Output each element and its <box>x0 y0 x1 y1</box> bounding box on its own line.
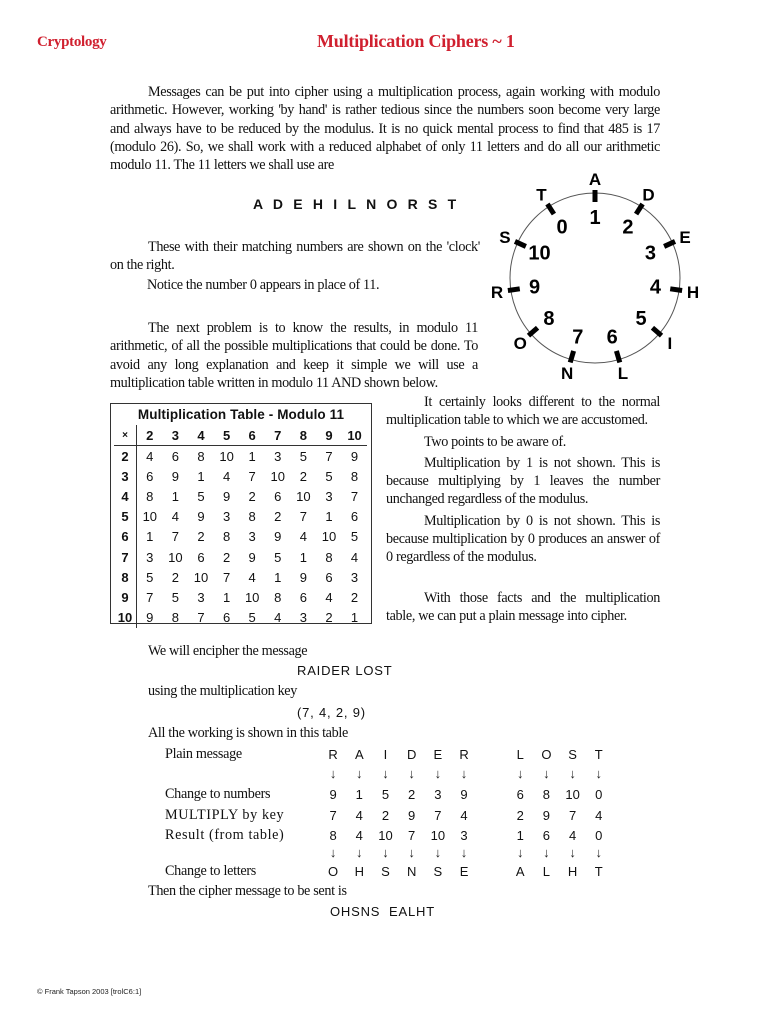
arrow-down-icon: ↓ <box>382 766 389 781</box>
table-cell: 4 <box>171 509 179 525</box>
table-row <box>114 587 367 607</box>
arrow-down-icon: ↓ <box>595 766 603 781</box>
grid-value: L <box>542 864 551 879</box>
clock-letter: I <box>667 333 673 353</box>
grid-value: O <box>541 747 552 762</box>
grid-value: L <box>516 747 524 762</box>
intro-text: Messages can be put into cipher using a multiplication process, again working with modulo arithmetic. However, working 'by hand' is rather tedious since the numbers soon become very large and always have to be reduced by the modulus. It is no quick mental process to find that 485 is 17 (modulo 26). So, we shall work with a reduced alphabet of only 11 letters and do all our arithmetic modulo 11. The 11 letters we shall use are <box>110 84 660 174</box>
zero-note: Notice the number 0 appears in place of 11. <box>147 277 380 293</box>
table-cell: 4 <box>248 569 256 585</box>
word-gap <box>477 787 507 802</box>
clock-number: 4 <box>649 276 661 299</box>
table-cell: 8 <box>171 610 179 626</box>
table-cell: 4 <box>146 448 154 464</box>
table-cell: 1 <box>222 589 231 605</box>
grid-value: 4 <box>568 828 577 843</box>
clock-letter: N <box>560 363 574 383</box>
grid-value: 6 <box>516 787 524 802</box>
table-cell: 5 <box>146 569 154 585</box>
table-cell: 7 <box>171 529 179 545</box>
grid-value: 3 <box>434 787 442 802</box>
table-cell: 10 <box>296 488 311 504</box>
label-result: Result (from table) <box>165 827 285 843</box>
row-cipher-letters <box>320 864 612 879</box>
right-column-text <box>386 393 660 628</box>
table-cell: 9 <box>197 509 205 525</box>
table-cell: 4 <box>350 549 359 565</box>
grid-value: A <box>515 864 525 879</box>
key-intro: using the multiplication key <box>148 683 297 699</box>
grid-value: 2 <box>408 787 416 802</box>
table-cell: 9 <box>274 529 282 545</box>
arrow-down-icon: ↓ <box>408 845 415 860</box>
grid-value: E <box>433 747 443 762</box>
table-cell: 5 <box>350 529 359 545</box>
row-arrows-down <box>320 766 612 781</box>
grid-value: 9 <box>542 808 551 823</box>
grid-value: S <box>433 864 443 879</box>
table-cell: 5 <box>248 610 256 626</box>
column-header: 4 <box>188 425 214 446</box>
clock-letter: O <box>513 333 527 353</box>
row-header: 9 <box>114 587 137 607</box>
table-cell: 4 <box>274 610 282 626</box>
table-cell: 2 <box>248 488 256 504</box>
grid-value: 5 <box>381 787 390 802</box>
grid-value: 9 <box>408 808 416 823</box>
row-header: 4 <box>114 486 137 506</box>
table-cell: 9 <box>299 569 307 585</box>
table-cell: 9 <box>248 549 256 565</box>
clock-number: 10 <box>528 242 551 265</box>
row-header: 10 <box>114 608 137 628</box>
arrow-down-icon: ↓ <box>356 766 363 781</box>
row-key <box>320 808 612 823</box>
table-cell: 6 <box>274 488 282 504</box>
paragraph-text: Multiplication by 0 is not shown. This is because multiplication by 0 produces an answer of 0 regardless of the modulus. <box>386 512 660 566</box>
grid-value: 6 <box>542 828 551 843</box>
table-cell: 4 <box>299 529 307 545</box>
table-cell: 7 <box>222 569 231 585</box>
clock-letter: T <box>536 185 547 205</box>
clock-number: 8 <box>543 307 555 330</box>
clock-tick-mark <box>528 328 537 336</box>
grid-value: T <box>594 864 603 879</box>
arrow-down-icon: ↓ <box>569 766 576 781</box>
grid-value: 2 <box>516 808 524 823</box>
table-cell: 1 <box>299 549 307 565</box>
multiplication-table-title: Multiplication Table - Modulo 11 <box>137 407 345 422</box>
paragraph-different <box>386 393 660 430</box>
table-row <box>114 547 367 567</box>
grid-value: A <box>354 747 364 762</box>
table-cell: 8 <box>325 549 333 565</box>
letter-clock-diagram <box>470 165 710 395</box>
paragraph-mult-by-1 <box>386 454 660 509</box>
arrow-down-icon: ↓ <box>434 845 442 860</box>
grid-value: T <box>594 747 603 762</box>
table-cell: 8 <box>197 448 205 464</box>
table-cell: 3 <box>325 488 333 504</box>
row-header: 2 <box>114 446 137 467</box>
multiplication-table <box>114 425 367 628</box>
table-cell: 10 <box>321 529 337 545</box>
grid-value: 10 <box>378 828 393 843</box>
arrow-down-icon: ↓ <box>543 766 550 781</box>
grid-value: 4 <box>595 808 603 823</box>
row-header: 5 <box>114 507 137 527</box>
table-cell: 5 <box>325 468 333 484</box>
row-arrows-down <box>320 845 612 860</box>
grid-value: 0 <box>595 787 603 802</box>
clock-letter: H <box>686 283 700 303</box>
word-gap <box>477 747 507 762</box>
section-label: Cryptology <box>37 34 107 50</box>
clock-note-paragraph <box>110 238 480 275</box>
grid-value: 3 <box>460 828 468 843</box>
label-plain-message: Plain message <box>165 746 242 762</box>
plain-message: RAIDER LOST <box>297 663 393 678</box>
clock-note-text: These with their matching numbers are shown on the 'clock' on the right. <box>110 239 480 274</box>
table-cell: 2 <box>171 569 179 585</box>
label-change-to-numbers: Change to numbers <box>165 786 271 802</box>
clock-number: 0 <box>556 216 568 239</box>
encipher-intro: We will encipher the message <box>148 643 308 659</box>
table-row <box>114 507 367 527</box>
table-cell: 3 <box>274 448 282 464</box>
row-header: 6 <box>114 527 137 547</box>
table-row <box>114 608 367 628</box>
clock-tick-mark <box>636 204 642 214</box>
clock-letter: E <box>679 227 691 247</box>
word-gap <box>477 845 507 860</box>
table-cell: 5 <box>171 589 179 605</box>
word-gap <box>477 828 507 843</box>
arrow-down-icon: ↓ <box>329 845 337 860</box>
table-cell: 6 <box>171 448 179 464</box>
table-cell: 2 <box>325 610 333 626</box>
grid-value: H <box>354 864 364 879</box>
grid-value: 10 <box>565 787 580 802</box>
clock-number: 6 <box>606 326 618 349</box>
paragraph-text: It certainly looks different to the normal multiplication table to which we are accustomed. <box>386 394 660 429</box>
grid-value: 4 <box>460 808 468 823</box>
table-cell: 9 <box>171 468 179 484</box>
grid-value: 2 <box>381 808 390 823</box>
reduced-alphabet: A D E H I L N O R S T <box>253 196 460 212</box>
table-cell: 3 <box>350 569 359 585</box>
cipher-message: OHSNS EALHT <box>330 904 435 919</box>
grid-value: 4 <box>355 828 363 843</box>
table-cell: 3 <box>222 509 231 525</box>
table-cell: 8 <box>248 509 256 525</box>
grid-value: 8 <box>329 828 337 843</box>
grid-value: S <box>568 747 577 762</box>
page-title: Multiplication Ciphers ~ 1 <box>317 31 515 51</box>
word-gap <box>477 864 507 879</box>
table-cell: 2 <box>299 468 307 484</box>
grid-value: 9 <box>460 787 468 802</box>
paragraph-text: Multiplication by 1 is not shown. This is because multiplying by 1 leaves the number unchanged regardless of the modulus. <box>386 454 660 508</box>
table-cell: 7 <box>248 468 256 484</box>
paragraph-text: Two points to be aware of. <box>424 433 566 450</box>
grid-value: 10 <box>430 828 446 843</box>
row-numbers <box>320 787 612 802</box>
label-change-to-letters: Change to letters <box>165 863 257 879</box>
table-cell: 7 <box>197 610 205 626</box>
paragraph-text: With those facts and the multiplication table, we can put a plain message into cipher. <box>386 589 660 624</box>
grid-value: S <box>381 864 390 879</box>
table-cell: 10 <box>219 448 234 464</box>
clock-letter: D <box>642 185 655 205</box>
table-cell: 8 <box>146 488 154 504</box>
table-cell: 7 <box>350 488 359 504</box>
table-cell: 1 <box>350 610 359 626</box>
table-row <box>114 446 367 467</box>
clock-letter: L <box>617 363 629 383</box>
clock-tick-mark <box>652 328 661 336</box>
table-cell: 4 <box>222 468 231 484</box>
table-cell: 10 <box>270 468 285 484</box>
grid-value: E <box>459 864 469 879</box>
table-cell: 1 <box>325 509 333 525</box>
table-header-row <box>114 425 367 446</box>
grid-value: O <box>328 864 339 879</box>
table-cell: 9 <box>350 448 359 464</box>
table-cell: 5 <box>299 448 307 464</box>
row-result <box>320 828 612 843</box>
arrow-down-icon: ↓ <box>516 845 524 860</box>
arrow-down-icon: ↓ <box>460 766 468 781</box>
grid-value: N <box>406 864 417 879</box>
clock-number: 2 <box>622 216 634 239</box>
table-cell: 6 <box>299 589 307 605</box>
column-header: 2 <box>137 425 163 446</box>
corner-symbol: × <box>114 425 137 446</box>
table-cell: 6 <box>222 610 231 626</box>
table-cell: 1 <box>146 529 154 545</box>
table-cell: 6 <box>197 549 205 565</box>
table-cell: 9 <box>222 488 231 504</box>
grid-value: R <box>328 747 338 762</box>
arrow-down-icon: ↓ <box>329 766 337 781</box>
arrow-down-icon: ↓ <box>434 766 442 781</box>
multiplication-table-box <box>110 403 372 624</box>
clock-number: 5 <box>635 307 647 330</box>
table-row <box>114 486 367 506</box>
table-cell: 3 <box>146 549 154 565</box>
intro-paragraph <box>110 83 660 174</box>
clock-letter: A <box>588 170 602 189</box>
table-cell: 6 <box>350 509 359 525</box>
table-intro: All the working is shown in this table <box>148 725 348 741</box>
arrow-down-icon: ↓ <box>408 766 415 781</box>
word-gap <box>477 808 507 823</box>
table-cell: 8 <box>274 589 282 605</box>
table-cell: 7 <box>299 509 307 525</box>
table-cell: 3 <box>197 589 205 605</box>
next-problem-paragraph <box>110 319 478 392</box>
row-header: 8 <box>114 567 137 587</box>
table-cell: 2 <box>274 509 282 525</box>
clock-number: 3 <box>644 242 657 265</box>
column-header: 7 <box>265 425 291 446</box>
column-header: 5 <box>214 425 240 446</box>
table-cell: 6 <box>146 468 154 484</box>
grid-value: 8 <box>542 787 551 802</box>
grid-value: I <box>383 747 388 762</box>
table-cell: 1 <box>274 569 282 585</box>
arrow-down-icon: ↓ <box>356 845 363 860</box>
table-cell: 8 <box>222 529 231 545</box>
grid-value: 7 <box>329 808 337 823</box>
grid-value: 7 <box>568 808 577 823</box>
grid-value: 1 <box>516 828 524 843</box>
cipher-intro: Then the cipher message to be sent is <box>148 883 347 899</box>
table-cell: 2 <box>222 549 231 565</box>
word-gap <box>477 766 507 781</box>
column-header: 10 <box>342 425 368 446</box>
clock-number: 7 <box>572 326 584 349</box>
table-cell: 10 <box>142 509 158 525</box>
column-header: 3 <box>163 425 189 446</box>
table-cell: 7 <box>146 589 154 605</box>
table-cell: 2 <box>197 529 205 545</box>
row-header: 3 <box>114 466 137 486</box>
clock-letter: R <box>490 283 504 303</box>
grid-value: D <box>406 747 417 762</box>
grid-value: 9 <box>329 787 337 802</box>
table-cell: 2 <box>350 589 359 605</box>
arrow-down-icon: ↓ <box>569 845 576 860</box>
table-cell: 9 <box>146 610 154 626</box>
row-plain-letters <box>320 747 612 762</box>
table-cell: 1 <box>248 448 256 464</box>
clock-tick-mark <box>547 204 553 214</box>
table-cell: 5 <box>197 488 205 504</box>
arrow-down-icon: ↓ <box>382 845 389 860</box>
clock-number: 9 <box>529 276 541 299</box>
table-cell: 3 <box>299 610 307 626</box>
grid-value: 7 <box>408 828 416 843</box>
next-problem-text: The next problem is to know the results, in modulo 11 arithmetic, of all the possible multiplications that could be done. To avoid any long explanation and keep it simple we will use a multiplication table written in modulo 11 AND shown below. <box>110 320 478 391</box>
paragraph-mult-by-0 <box>386 512 660 567</box>
grid-value: R <box>459 747 469 762</box>
clock-tick-mark <box>570 351 573 363</box>
table-row <box>114 567 367 587</box>
clock-number: 1 <box>589 207 601 229</box>
arrow-down-icon: ↓ <box>595 845 603 860</box>
clock-tick-mark <box>670 289 682 291</box>
paragraph-with-those-facts <box>386 589 660 626</box>
table-cell: 1 <box>171 488 179 504</box>
multiplication-key: (7, 4, 2, 9) <box>297 705 366 720</box>
table-row <box>114 466 367 486</box>
table-cell: 1 <box>197 468 205 484</box>
arrow-down-icon: ↓ <box>460 845 468 860</box>
table-cell: 10 <box>244 589 260 605</box>
label-multiply-by-key: MULTIPLY by key <box>165 807 285 823</box>
column-header: 9 <box>316 425 342 446</box>
grid-value: H <box>567 864 578 879</box>
copyright-footer: © Frank Tapson 2003 [trolC6:1] <box>37 987 142 996</box>
row-header: 7 <box>114 547 137 567</box>
clock-tick-mark <box>616 351 619 363</box>
table-cell: 4 <box>325 589 333 605</box>
grid-value: 0 <box>595 828 603 843</box>
grid-value: 4 <box>355 808 363 823</box>
grid-value: 1 <box>355 787 363 802</box>
table-cell: 5 <box>274 549 282 565</box>
table-cell: 6 <box>325 569 333 585</box>
clock-letter: S <box>499 227 511 247</box>
table-cell: 7 <box>325 448 333 464</box>
table-cell: 10 <box>193 569 209 585</box>
arrow-down-icon: ↓ <box>543 845 550 860</box>
column-header: 6 <box>239 425 265 446</box>
column-header: 8 <box>291 425 317 446</box>
table-cell: 8 <box>350 468 359 484</box>
table-row <box>114 527 367 547</box>
clock-tick-mark <box>508 289 520 291</box>
arrow-down-icon: ↓ <box>516 766 524 781</box>
table-cell: 3 <box>248 529 256 545</box>
grid-value: 7 <box>434 808 442 823</box>
paragraph-two-points <box>386 433 660 451</box>
table-cell: 10 <box>168 549 183 565</box>
